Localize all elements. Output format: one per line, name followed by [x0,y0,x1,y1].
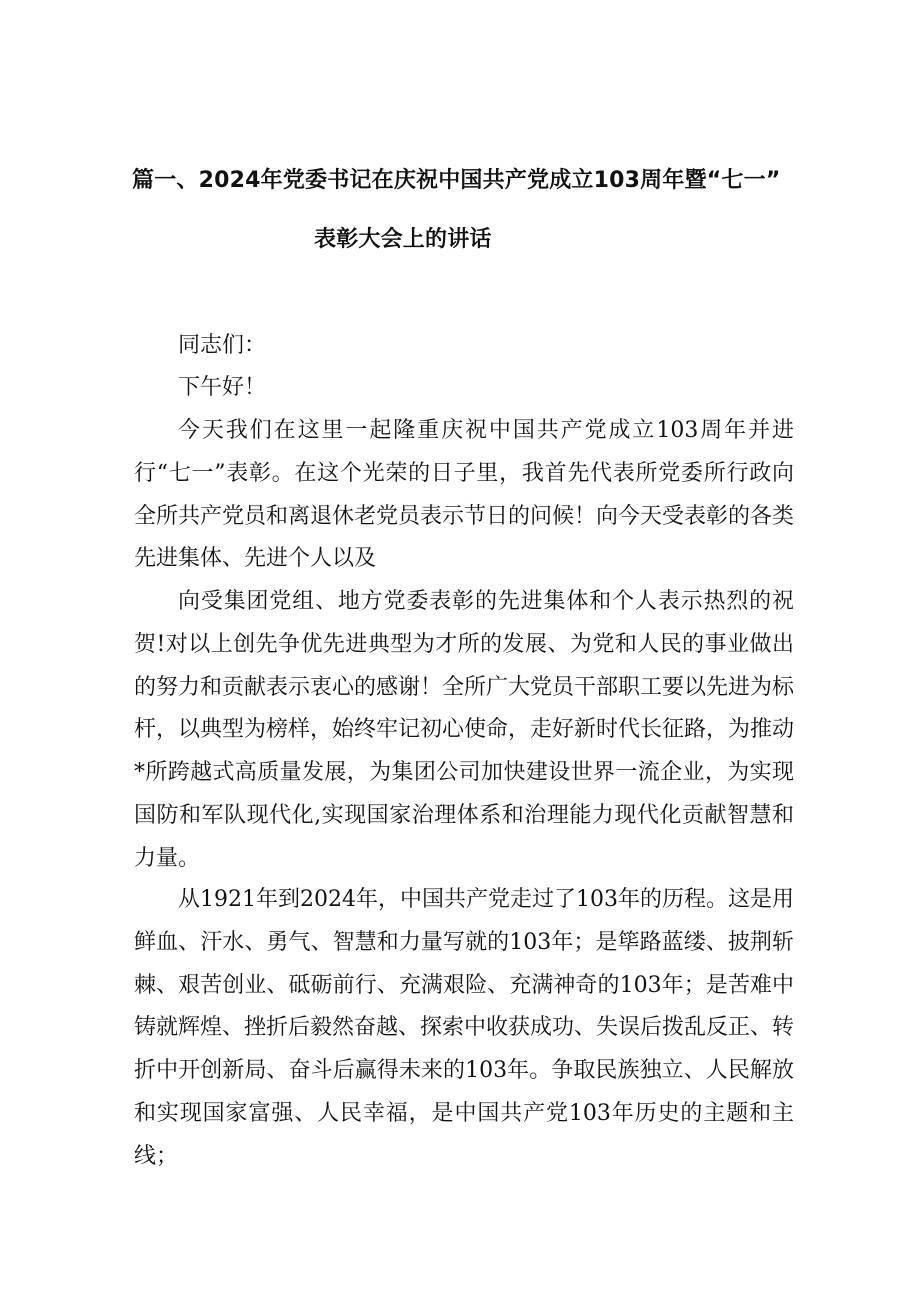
document-title-line-1: 篇一、2024年党委书记在庆祝中国共产党成立103周年暨“七一” [132,168,781,193]
body-paragraph-1: 今天我们在这里一起隆重庆祝中国共产党成立103周年并进行“七一”表彰。在这个光荣的日子里，我首先代表所党委所行政向全所共产党员和离退休老党员表示节日的问候！向今天受表彰的各类先进集体、先进个人以及 [134,418,795,572]
document-title-line-2: 表彰大会上的讲话 [314,227,492,252]
greeting: 同志们： [178,333,267,358]
body-paragraph-3: 从1921年到2024年，中国共产党走过了103年的历程。这是用鲜血、汗水、勇气、智慧和力量写就的103年；是筚路蓝缕、披荆斩棘、艰苦创业、砥砺前行、充满艰险、充满神奇的103年；是苦难中铸就辉煌、挫折后毅然奋越、探索中收获成功、失误后拨乱反正、转折中开创新局、奋斗后赢得未来的103年。争取民族独立、人民解放和实现国家富强、人民幸福，是中国共产党103年历史的主题和主线； [134,887,795,1169]
body-paragraph-2: 向受集团党组、地方党委表彰的先进集体和个人表示热烈的祝贺!对以上创先争优先进典型为才所的发展、为党和人民的事业做出的努力和贡献表示衷心的感谢！全所广大党员干部职工要以先进为标杆，以典型为榜样，始终牢记初心使命，走好新时代长征路，为推动*所跨越式高质量发展，为集团公司加快建设世界一流企业，为实现国防和军队现代化,实现国家治理体系和治理能力现代化贡献智慧和力量。 [134,589,795,871]
salutation: 下午好！ [178,375,267,400]
